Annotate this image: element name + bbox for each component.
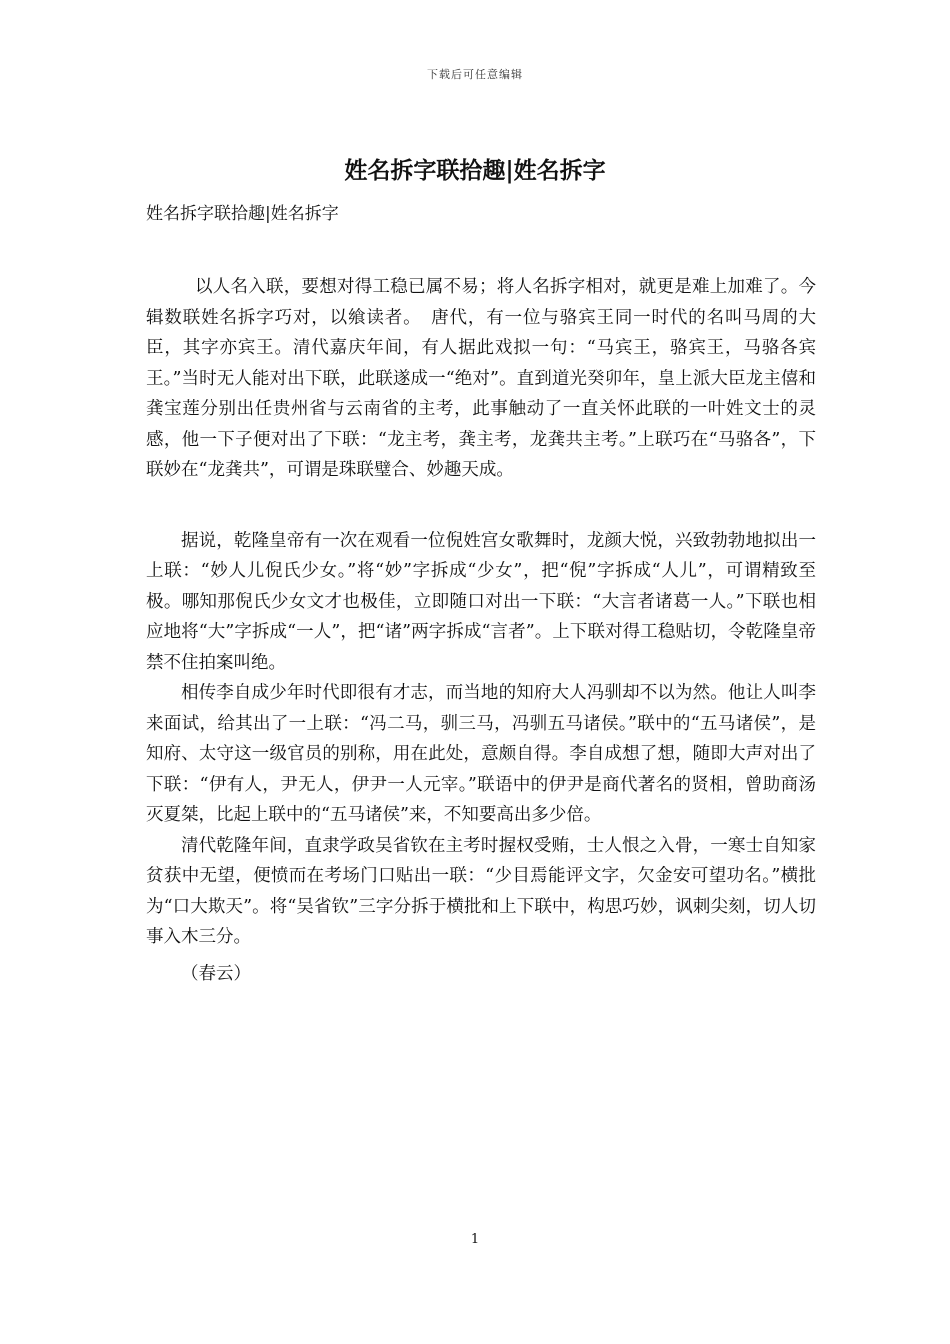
paragraph-1: 以人名入联，要想对得工稳已属不易；将人名拆字相对，就更是难上加难了。今辑数联姓名拆字巧对，以飨读者。 唐代，有一位与骆宾王同一时代的名叫马周的大臣，其字亦宾王。清代嘉庆年间，有人据此戏拟一句：“马宾王，骆宾王，马骆各宾王。”当时无人能对出下联，此联遂成一“绝对”。直到道光癸卯年，皇上派大臣龙主僖和龚宝莲分别出任贵州省与云南省的主考，此事触动了一直关怀此联的一叶姓文士的灵感，他一下子便对出了下联：“龙主考，龚主考，龙龚共主考。”上联巧在“马骆各”，下联妙在“龙龚共”，可谓是珠联璧合、妙趣天成。 <box>146 277 816 480</box>
paragraph-3: 相传李自成少年时代即很有才志，而当地的知府大人冯驯却不以为然。他让人叫李来面试，给其出了一上联：“冯二马，驯三马，冯驯五马诸侯。”联中的“五马诸侯”，是知府、太守这一级官员的别称，用在此处，意颇自得。李自成想了想，随即大声对出了下联：“伊有人，尹无人，伊尹一人元宰。”联语中的伊尹是商代著名的贤相，曾助商汤灭夏桀，比起上联中的“五马诸侯”来，不知要高出多少倍。 <box>146 683 816 825</box>
page-title: 姓名拆字联拾趣|姓名拆字 <box>344 157 606 184</box>
paragraph-gap <box>146 486 816 526</box>
paragraph-2: 据说，乾隆皇帝有一次在观看一位倪姓宫女歌舞时，龙颜大悦，兴致勃勃地拟出一上联：“妙人儿倪氏少女。”将“妙”字拆成“少女”，把“倪”字拆成“人儿”，可谓精致至极。哪知那倪氏少女文才也极佳，立即随口对出一下联：“大言者诸葛一人。”下联也相应地将“大”字拆成“一人”，把“诸”两字拆成“言者”。上下联对得工稳贴切，令乾隆皇帝禁不住拍案叫绝。 <box>146 530 816 673</box>
author-signature: （春云） <box>181 963 251 984</box>
article-body <box>146 272 816 989</box>
page-number: 1 <box>470 1232 480 1247</box>
header-note: 下载后可任意编辑 <box>427 68 523 81</box>
page-subtitle: 姓名拆字联拾趣|姓名拆字 <box>146 204 339 224</box>
paragraph-4: 清代乾隆年间，直隶学政吴省钦在主考时握权受贿，士人恨之入骨，一寒士自知家贫获中无望，便愤而在考场门口贴出一联：“少目焉能评文字，欠金安可望功名。”横批为“口大欺天”。将“吴省钦”三字分拆于横批和上下联中，构思巧妙，讽刺尖刻，切人切事入木三分。 <box>146 835 816 947</box>
